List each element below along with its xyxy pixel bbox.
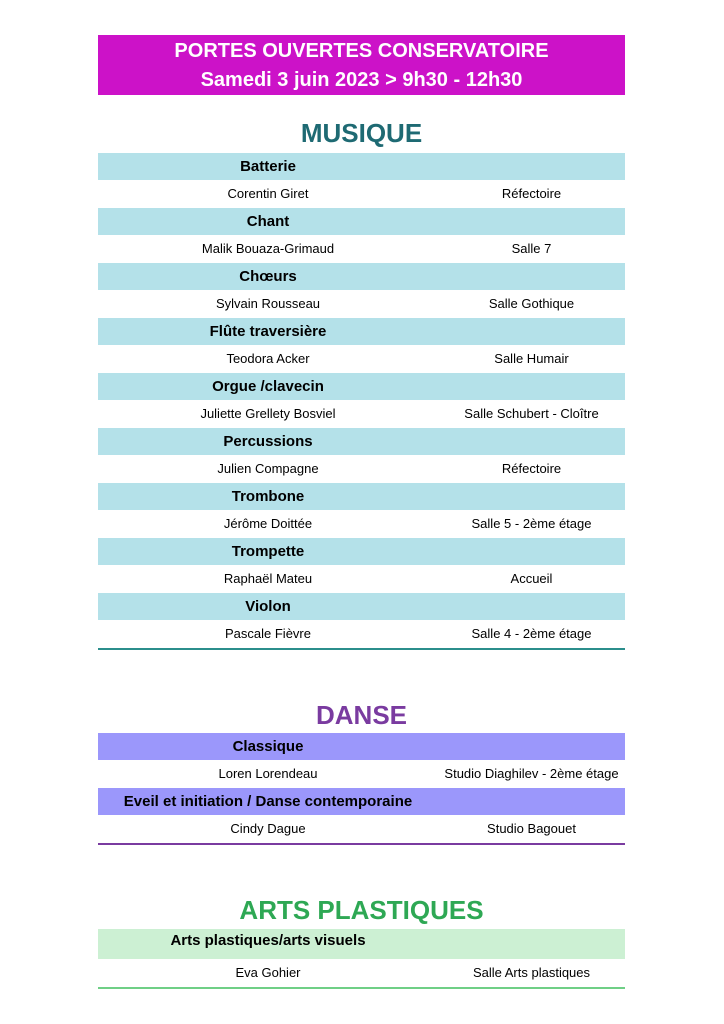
teacher-row: [98, 959, 625, 989]
teacher-name: Jérôme Doittée: [223, 516, 313, 531]
arts-table: [98, 929, 625, 989]
teacher-row: [98, 235, 625, 263]
room-name: Accueil: [510, 571, 553, 586]
category-row: [98, 733, 625, 760]
section-title-danse: DANSE: [315, 700, 407, 730]
room-name: Salle Arts plastiques: [472, 965, 591, 980]
teacher-name: Pascale Fièvre: [225, 626, 311, 641]
room-name: Salle Humair: [494, 351, 569, 366]
category-label: Trombone: [231, 488, 305, 505]
teacher-name: Julien Compagne: [217, 461, 319, 476]
teacher-row: [98, 345, 625, 373]
category-row: [98, 538, 625, 565]
section-title-musique: MUSIQUE: [300, 118, 423, 148]
teacher-row: [98, 815, 625, 845]
category-row: [98, 929, 625, 959]
danse-table: [98, 733, 625, 845]
teacher-row: [98, 180, 625, 208]
category-row: [98, 593, 625, 620]
teacher-name: Loren Lorendeau: [218, 766, 318, 781]
teacher-row: [98, 290, 625, 318]
room-name: Studio Bagouet: [487, 821, 576, 836]
teacher-row: [98, 510, 625, 538]
category-label: Classique: [232, 738, 304, 755]
category-label: Batterie: [240, 158, 296, 175]
category-label: Orgue /clavecin: [212, 378, 324, 395]
category-row: [98, 788, 625, 815]
room-name: Salle 4 - 2ème étage: [471, 626, 592, 641]
teacher-row: [98, 565, 625, 593]
section-title-arts-plastiques: ARTS PLASTIQUES: [239, 895, 484, 925]
category-label: Flûte traversière: [209, 323, 327, 340]
category-row: [98, 428, 625, 455]
room-name: Salle 5 - 2ème étage: [471, 516, 592, 531]
category-row: [98, 373, 625, 400]
category-label: Violon: [245, 598, 291, 615]
room-name: Salle 7: [511, 241, 552, 256]
category-row: [98, 208, 625, 235]
category-label: Percussions: [223, 433, 313, 450]
teacher-name: Eva Gohier: [235, 965, 301, 980]
teacher-row: [98, 400, 625, 428]
category-label: Eveil et initiation / Danse contemporaine: [123, 793, 413, 810]
banner-date: Samedi 3 juin 2023 > 9h30 - 12h30: [200, 69, 523, 91]
room-name: Salle Gothique: [488, 296, 575, 311]
teacher-row: [98, 620, 625, 650]
category-label: Chœurs: [239, 268, 297, 285]
musique-table: [98, 153, 625, 650]
event-banner: [98, 35, 625, 95]
category-label: Trompette: [231, 543, 305, 560]
category-row: [98, 318, 625, 345]
teacher-name: Raphaël Mateu: [223, 571, 313, 586]
category-row: [98, 483, 625, 510]
banner-title: PORTES OUVERTES CONSERVATOIRE: [174, 40, 549, 62]
room-name: Salle Schubert - Cloître: [464, 406, 599, 421]
teacher-name: Corentin Giret: [227, 186, 309, 201]
room-name: Studio Diaghilev - 2ème étage: [444, 766, 619, 781]
room-name: Réfectoire: [501, 461, 562, 476]
teacher-name: Sylvain Rousseau: [215, 296, 321, 311]
teacher-row: [98, 455, 625, 483]
teacher-row: [98, 760, 625, 788]
category-label: Chant: [246, 213, 290, 230]
teacher-name: Juliette Grellety Bosviel: [200, 406, 336, 421]
teacher-name: Malik Bouaza-Grimaud: [201, 241, 335, 256]
category-row: [98, 263, 625, 290]
room-name: Réfectoire: [501, 186, 562, 201]
category-label: Arts plastiques/arts visuels: [170, 932, 366, 949]
teacher-name: Teodora Acker: [226, 351, 310, 366]
teacher-name: Cindy Dague: [230, 821, 306, 836]
category-row: [98, 153, 625, 180]
